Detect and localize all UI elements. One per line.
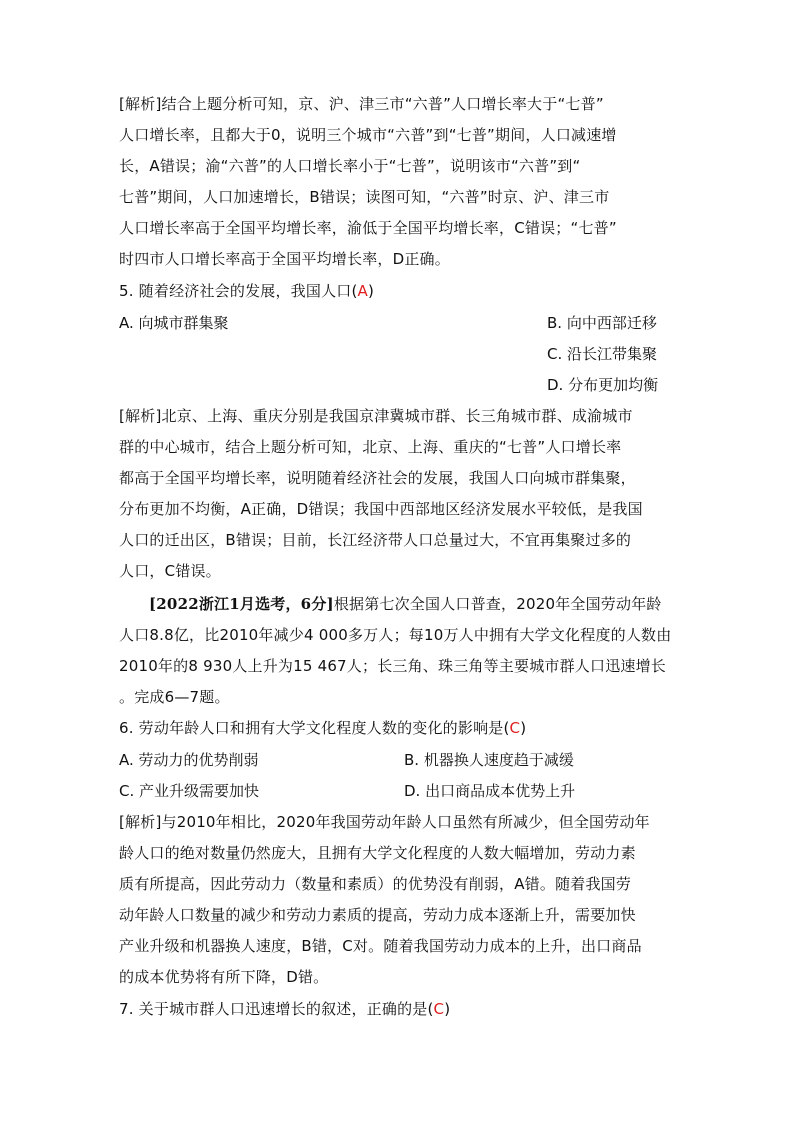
analysis-4-line-5: 人口增长率高于全国平均增长率，渝低于全国平均增长率，C错误；“七普” — [119, 219, 617, 237]
material-line-3: 2010年的8 930人上升为15 467人；长三角、珠三角等主要城市群人口迅速增长 — [119, 657, 667, 675]
material-line-2: 人口8.8亿，比2010年减少4 000多万人；每10万人中拥有大学文化程度的人数由 — [119, 626, 672, 644]
analysis-6-line-5: 产业升级和机器换人速度，B错，C对。随着我国劳动力成本的上升，出口商品 — [119, 937, 642, 955]
analysis-4-line-2: 人口增长率，且都大于0，说明三个城市“六普”到“七普”期间，人口减速增 — [119, 126, 617, 144]
analysis-5-line-4: 分布更加不均衡，A正确，D错误；我国中西部地区经济发展水平较低，是我国 — [119, 500, 643, 518]
q6-option-b: B. 机器换人速度趋于减缓 — [404, 751, 574, 769]
q6-option-d: D. 出口商品成本优势上升 — [404, 782, 576, 800]
question-5-text: 5. 随着经济社会的发展，我国人口( — [119, 282, 358, 300]
analysis-5-line-6: 人口，C错误。 — [119, 562, 221, 580]
question-6-stem — [119, 718, 526, 738]
analysis-4-line-6: 时四市人口增长率高于全国平均增长率，D正确。 — [119, 250, 450, 268]
analysis-4-line-4: 七普”期间，人口加速增长，B错误；读图可知，“六普”时京、沪、津三市 — [119, 188, 610, 206]
analysis-4-line-1: [解析]结合上题分析可知，京、沪、津三市“六普”人口增长率大于“七普” — [119, 95, 604, 113]
question-7-answer: C — [433, 1000, 445, 1018]
analysis-6-line-3: 质有所提高，因此劳动力（数量和素质）的优势没有削弱，A错。随着我国劳 — [119, 875, 632, 893]
q6-option-c: C. 产业升级需要加快 — [119, 782, 260, 800]
analysis-5-line-5: 人口的迁出区，B错误；目前，长江经济带人口总量过大，不宜再集聚过多的 — [119, 531, 632, 549]
question-7-text: 7. 关于城市群人口迅速增长的叙述，正确的是( — [119, 1000, 434, 1018]
material-line-1 — [149, 594, 662, 614]
analysis-6-line-2: 龄人口的绝对数量仍然庞大，且拥有大学文化程度的人数大幅增加，劳动力素 — [119, 844, 636, 862]
analysis-6-line-6: 的成本优势将有所下降，D错。 — [119, 968, 329, 986]
question-5-stem — [119, 281, 374, 301]
material-text-1: 根据第七次全国人口普查，2020年全国劳动年龄 — [333, 595, 662, 613]
analysis-5-line-1: [解析]北京、上海、重庆分别是我国京津冀城市群、长三角城市群、成渝城市 — [119, 407, 633, 425]
q5-option-c: C. 沿长江带集聚 — [547, 345, 658, 363]
question-7-close: ) — [444, 1000, 451, 1018]
q5-option-b: B. 向中西部迁移 — [547, 314, 657, 332]
q6-option-a: A. 劳动力的优势削弱 — [119, 751, 259, 769]
question-6-close: ) — [520, 719, 527, 737]
question-5-close: ) — [368, 282, 375, 300]
q5-option-d: D. 分布更加均衡 — [547, 376, 659, 394]
question-6-answer: C — [509, 719, 521, 737]
analysis-5-line-2: 群的中心城市，结合上题分析可知，北京、上海、重庆的“七普”人口增长率 — [119, 438, 622, 456]
analysis-4-line-3: 长，A错误；渝“六普”的人口增长率小于“七普”，说明该市“六普”到“ — [119, 157, 581, 175]
material-line-4: 。完成6—7题。 — [119, 688, 230, 706]
material-source: [2022浙江1月选考，6分] — [149, 595, 334, 613]
question-6-text: 6. 劳动年龄人口和拥有大学文化程度人数的变化的影响是( — [119, 719, 510, 737]
analysis-6-line-4: 动年龄人口数量的减少和劳动力素质的提高，劳动力成本逐渐上升，需要加快 — [119, 906, 636, 924]
q5-option-a: A. 向城市群集聚 — [119, 314, 229, 332]
question-5-answer: A — [357, 282, 369, 300]
analysis-5-line-3: 都高于全国平均增长率，说明随着经济社会的发展，我国人口向城市群集聚， — [119, 469, 636, 487]
question-7-stem — [119, 999, 450, 1019]
analysis-6-line-1: [解析]与2010年相比，2020年我国劳动年龄人口虽然有所减少，但全国劳动年 — [119, 813, 650, 831]
